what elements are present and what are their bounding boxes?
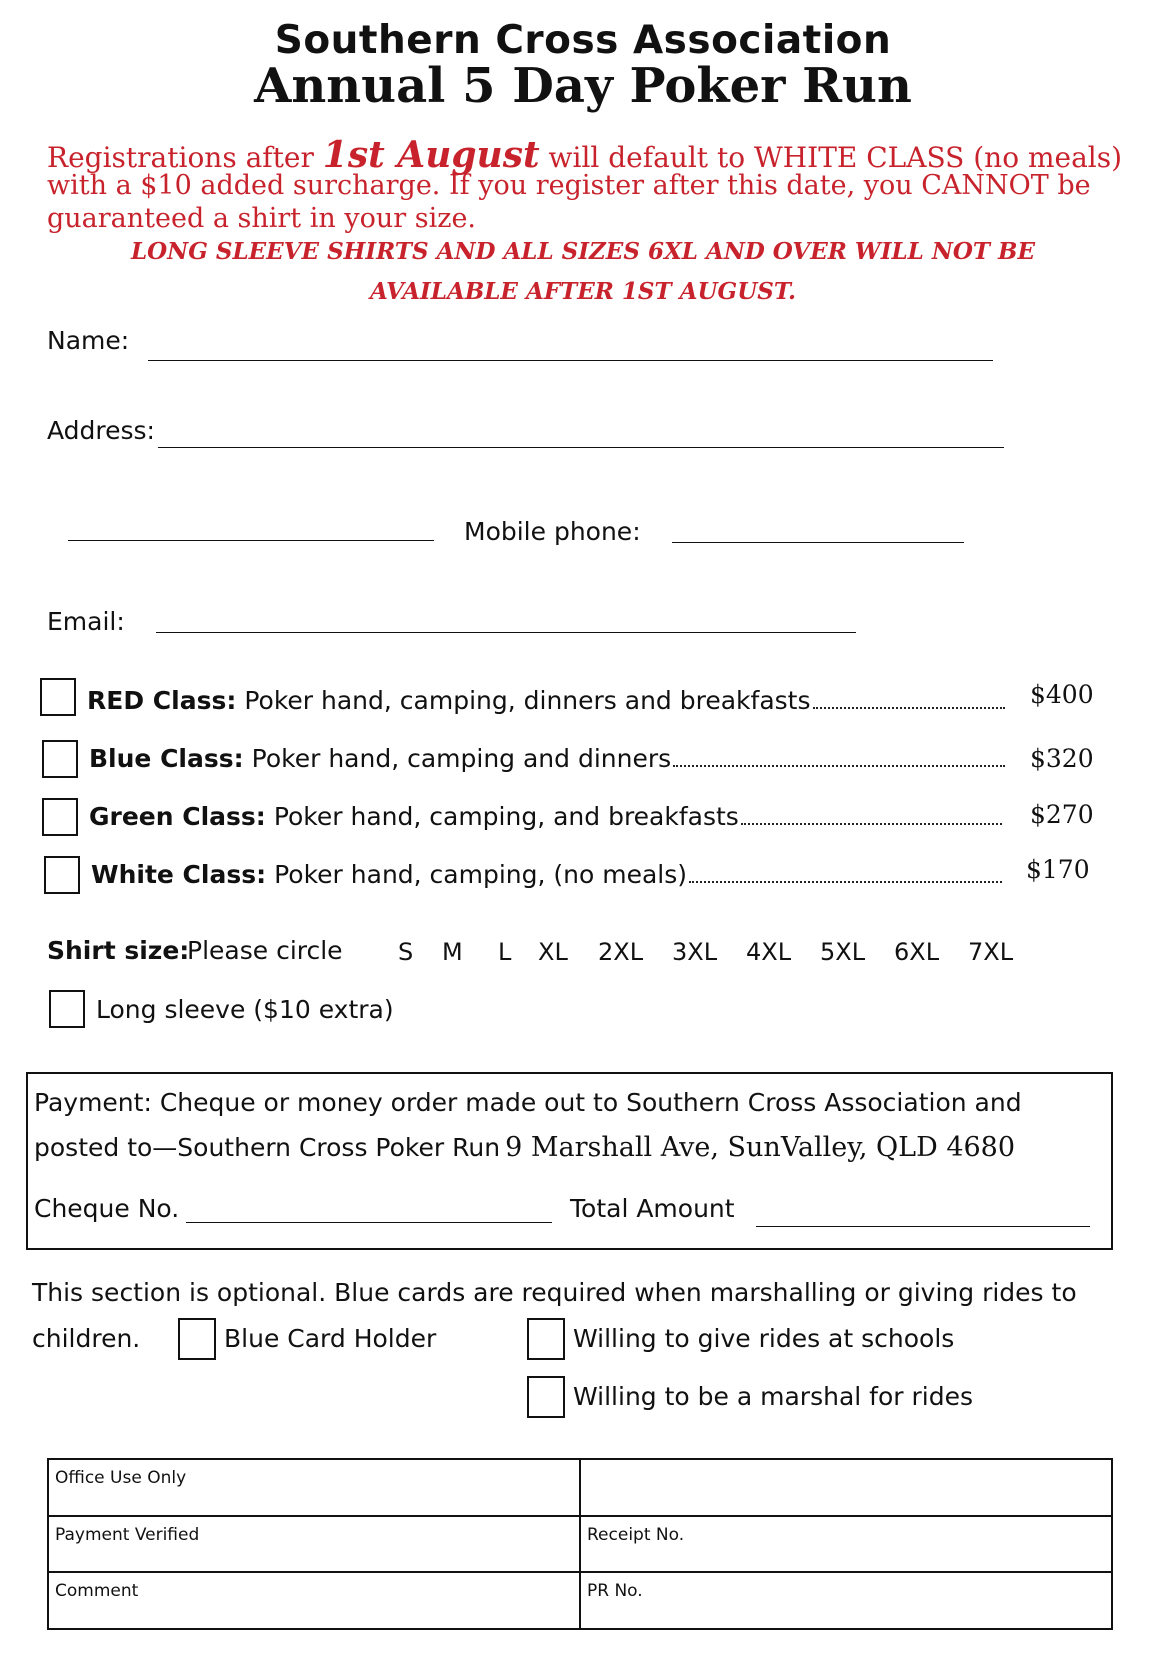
long-sleeve-label: Long sleeve ($10 extra): [96, 995, 394, 1024]
dot-leader: [673, 765, 1005, 767]
green-class-desc: Poker hand, camping, and breakfasts: [273, 802, 739, 831]
blue-class-row: [89, 744, 1009, 776]
payment-line-1: Payment: Cheque or money order made out to Southern Cross Association and: [34, 1088, 1022, 1117]
shirt-size-option[interactable]: M: [442, 938, 463, 966]
shirt-size-option[interactable]: L: [498, 938, 512, 966]
comment-cell[interactable]: Comment: [48, 1572, 580, 1629]
office-use-title: Office Use Only: [48, 1459, 580, 1516]
green-class-price: $270: [1030, 800, 1094, 829]
notice-post: will default to WHITE CLASS (no meals): [548, 141, 1123, 174]
shirt-size-option[interactable]: 7XL: [968, 938, 1014, 966]
blue-class-desc: Poker hand, camping and dinners: [251, 744, 672, 773]
blue-class-checkbox[interactable]: [42, 740, 78, 778]
payment-verified-cell[interactable]: Payment Verified: [48, 1516, 580, 1573]
receipt-no-cell[interactable]: Receipt No.: [580, 1516, 1112, 1573]
blue-class-price: $320: [1030, 744, 1094, 773]
blue-class-name: Blue Class:: [89, 744, 244, 773]
optional-children-text: children.: [32, 1324, 141, 1353]
payment-posted-to: posted to—Southern Cross Poker Run: [34, 1133, 501, 1162]
notice-line-3: guaranteed a shirt in your size.: [47, 203, 477, 234]
rides-at-schools-label: Willing to give rides at schools: [573, 1324, 955, 1353]
long-sleeve-checkbox[interactable]: [49, 990, 85, 1028]
cheque-no-label: Cheque No.: [34, 1194, 180, 1223]
white-class-name: White Class:: [91, 860, 267, 889]
blue-card-holder-label: Blue Card Holder: [224, 1324, 437, 1353]
red-class-desc: Poker hand, camping, dinners and breakfasts: [244, 686, 811, 715]
rides-at-schools-checkbox[interactable]: [527, 1318, 565, 1360]
red-class-price: $400: [1030, 680, 1094, 709]
shirt-size-option[interactable]: S: [398, 938, 414, 966]
phone-input-line[interactable]: [68, 540, 434, 541]
notice-date: 1st August: [322, 134, 540, 176]
name-label: Name:: [47, 326, 130, 355]
dot-leader: [689, 881, 1002, 883]
event-title: Annual 5 Day Poker Run: [254, 58, 912, 114]
shirt-size-option[interactable]: XL: [538, 938, 568, 966]
address-label: Address:: [47, 416, 155, 445]
shirt-size-label: Shirt size:: [47, 936, 190, 965]
mobile-phone-input-line[interactable]: [672, 542, 964, 543]
shirt-size-option[interactable]: 5XL: [820, 938, 866, 966]
shirt-size-option[interactable]: 6XL: [894, 938, 940, 966]
red-class-name: RED Class:: [87, 686, 237, 715]
pr-no-cell[interactable]: PR No.: [580, 1572, 1112, 1629]
dot-leader: [813, 707, 1006, 709]
optional-section-text: This section is optional. Blue cards are required when marshalling or giving rides to: [32, 1278, 1077, 1307]
shirt-size-instruction: Please circle: [187, 936, 343, 965]
warning-line-2: AVAILABLE AFTER 1ST AUGUST.: [369, 278, 797, 305]
total-amount-label: Total Amount: [570, 1194, 735, 1223]
cheque-no-input-line[interactable]: [186, 1222, 552, 1223]
shirt-size-option[interactable]: 4XL: [746, 938, 792, 966]
green-class-name: Green Class:: [89, 802, 266, 831]
notice-pre: Registrations after: [47, 141, 314, 174]
blue-card-holder-checkbox[interactable]: [178, 1318, 216, 1360]
payment-line-2: [34, 1132, 1015, 1163]
notice-line-2: with a $10 added surcharge. If you register after this date, you CANNOT be: [47, 170, 1091, 201]
payment-address: 9 Marshall Ave, SunValley, QLD 4680: [505, 1132, 1016, 1163]
organization-title: Southern Cross Association: [274, 18, 892, 63]
shirt-size-option[interactable]: 3XL: [672, 938, 718, 966]
total-amount-input-line[interactable]: [756, 1226, 1090, 1227]
red-class-checkbox[interactable]: [40, 678, 76, 716]
dot-leader: [741, 823, 1002, 825]
white-class-price: $170: [1026, 855, 1090, 884]
green-class-row: [89, 802, 1006, 834]
shirt-size-option[interactable]: 2XL: [598, 938, 644, 966]
address-input-line[interactable]: [158, 447, 1004, 448]
white-class-desc: Poker hand, camping, (no meals): [274, 860, 688, 889]
email-label: Email:: [47, 607, 125, 636]
red-class-row: [87, 686, 1009, 718]
marshal-label: Willing to be a marshal for rides: [573, 1382, 973, 1411]
warning-line-1: LONG SLEEVE SHIRTS AND ALL SIZES 6XL AND OVER WILL NOT BE: [130, 238, 1036, 265]
white-class-checkbox[interactable]: [44, 856, 80, 894]
mobile-phone-label: Mobile phone:: [464, 517, 641, 546]
email-input-line[interactable]: [156, 632, 856, 633]
white-class-row: [91, 860, 1006, 892]
green-class-checkbox[interactable]: [42, 798, 78, 836]
marshal-checkbox[interactable]: [527, 1376, 565, 1418]
name-input-line[interactable]: [148, 360, 993, 361]
office-use-table: [47, 1458, 1113, 1630]
office-use-blank-cell: [580, 1459, 1112, 1516]
